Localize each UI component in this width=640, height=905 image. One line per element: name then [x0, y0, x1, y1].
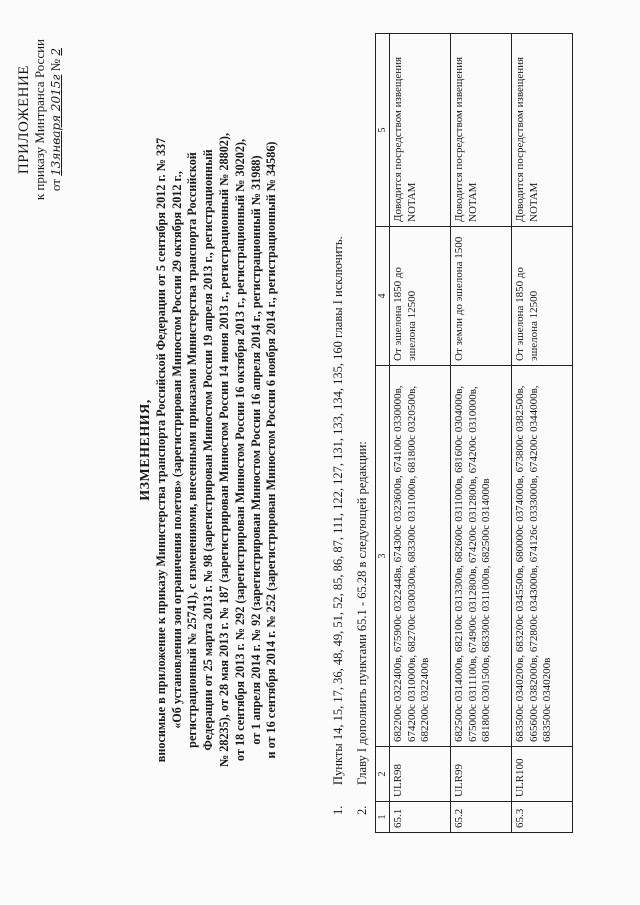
appendix-from-label: от [48, 179, 63, 192]
item-number: 1. [331, 805, 345, 815]
heading-line: от 18 сентября 2013 г. № 292 (зарегистрирован Минюстом России 16 октября 2013 г., регистрационный № 30202), [232, 138, 247, 762]
zone-note: Доводится посредством извещения NOTAM [451, 34, 512, 227]
zone-coordinates: 682200с 0322400в, 675900с 0322448в, 674300с 0323600в, 674100с 0330000в, 674200с 0310000в, 682700с 0300300в, 683300с 0311000в, 681800с 0320500в, 682200с 0322400в [390, 366, 451, 747]
zone-altitude: От эшелона 1850 до эшелона 12500 [390, 227, 451, 366]
appendix-number: 2 [49, 48, 63, 56]
column-header: 1 [376, 802, 390, 833]
table-row [512, 34, 573, 833]
row-id: 65.2 [451, 802, 512, 833]
zone-coordinates: 682500с 0314000в, 682100с 0313300в, 682600с 0311000в, 681600с 0304000в, 675000с 0311100в, 674900с 0312800в, 674200с 0312800в, 674200с 0310000в, 681800с 0301500в, 683300с 0311000в, 682500с 0314000в [451, 366, 512, 747]
appendix-num-label: № [48, 58, 63, 72]
heading-line: Федерации от 25 марта 2013 г. № 98 (зарегистрирован Минюстом России 19 апреля 2013 г., регистрационный [201, 149, 216, 751]
zone-altitude: От эшелона 1850 до эшелона 12500 [512, 227, 573, 366]
numbered-items [326, 236, 374, 815]
appendix-line2 [48, 39, 64, 200]
appendix-date: 13января 2015г [49, 74, 63, 176]
column-header: 2 [376, 747, 390, 802]
heading-line: № 28235), от 28 мая 2013 г. № 187 (зарегистрирован Минюстом России 14 июня 2013 г., регистрационный № 28802), [216, 133, 231, 768]
row-id: 65.1 [390, 802, 451, 833]
table-header-row [376, 34, 390, 833]
item-number: 2. [355, 805, 369, 815]
rotated-content [10, 15, 630, 895]
list-item [326, 236, 350, 815]
appendix-title: ПРИЛОЖЕНИЕ [16, 65, 32, 175]
zone-coordinates: 683500с 0340200в, 683200с 0345500в, 680000с 0374000в, 673800с 0382500в, 665600с 0382000в, 672800с 0343000в, 674126с 0333000в, 674200с 0344000в, 683500с 0340200в [512, 366, 573, 747]
heading-line: «Об установлении зон ограничения полетов» (зарегистрирован Минюстом России 29 октября 2012 г., [169, 171, 184, 729]
appendix-line1: к приказу Минтранса России [32, 39, 47, 201]
appendix-block [16, 39, 64, 200]
zones-table [375, 33, 573, 833]
zone-code: ULR99 [451, 747, 512, 802]
table-row [390, 34, 451, 833]
heading-line: регистрационный № 25741), с изменениями, внесенными приказами Министерства транспорта Российской [185, 152, 200, 748]
item-text: Главу I дополнить пунктами 65.1 - 65.28 в следующей редакции: [355, 441, 369, 785]
zone-note: Доводится посредством извещения NOTAM [512, 34, 573, 227]
zone-note: Доводится посредством извещения NOTAM [390, 34, 451, 227]
item-text: Пункты 14, 15, 17, 36, 48, 49, 51, 52, 85, 86, 87, 111, 122, 127, 131, 133, 134, 135, 160 главы I исключить. [331, 236, 345, 785]
column-header: 4 [376, 227, 390, 366]
document-heading [138, 55, 280, 845]
heading-line: вносимые в приложение к приказу Министерства транспорта Российской Федерации от 5 сентября 2012 г. № 337 [153, 137, 168, 763]
row-id: 65.3 [512, 802, 573, 833]
zone-code: ULR98 [390, 747, 451, 802]
list-item [350, 236, 374, 815]
heading-line: и от 16 сентября 2014 г. № 252 (зарегистрирован Минюстом России 6 ноября 2014 г., регистрационный № 34586) [264, 141, 279, 759]
zone-altitude: От земли до эшелона 1500 [451, 227, 512, 366]
table-row [451, 34, 512, 833]
heading-title: ИЗМЕНЕНИЯ, [138, 399, 153, 501]
column-header: 5 [376, 34, 390, 227]
column-header: 3 [376, 366, 390, 747]
zone-code: ULR100 [512, 747, 573, 802]
heading-line: от 1 апреля 2014 г. № 92 (зарегистрирован Минюстом России 16 апреля 2014 г., регистрационный № 31988) [248, 155, 263, 745]
